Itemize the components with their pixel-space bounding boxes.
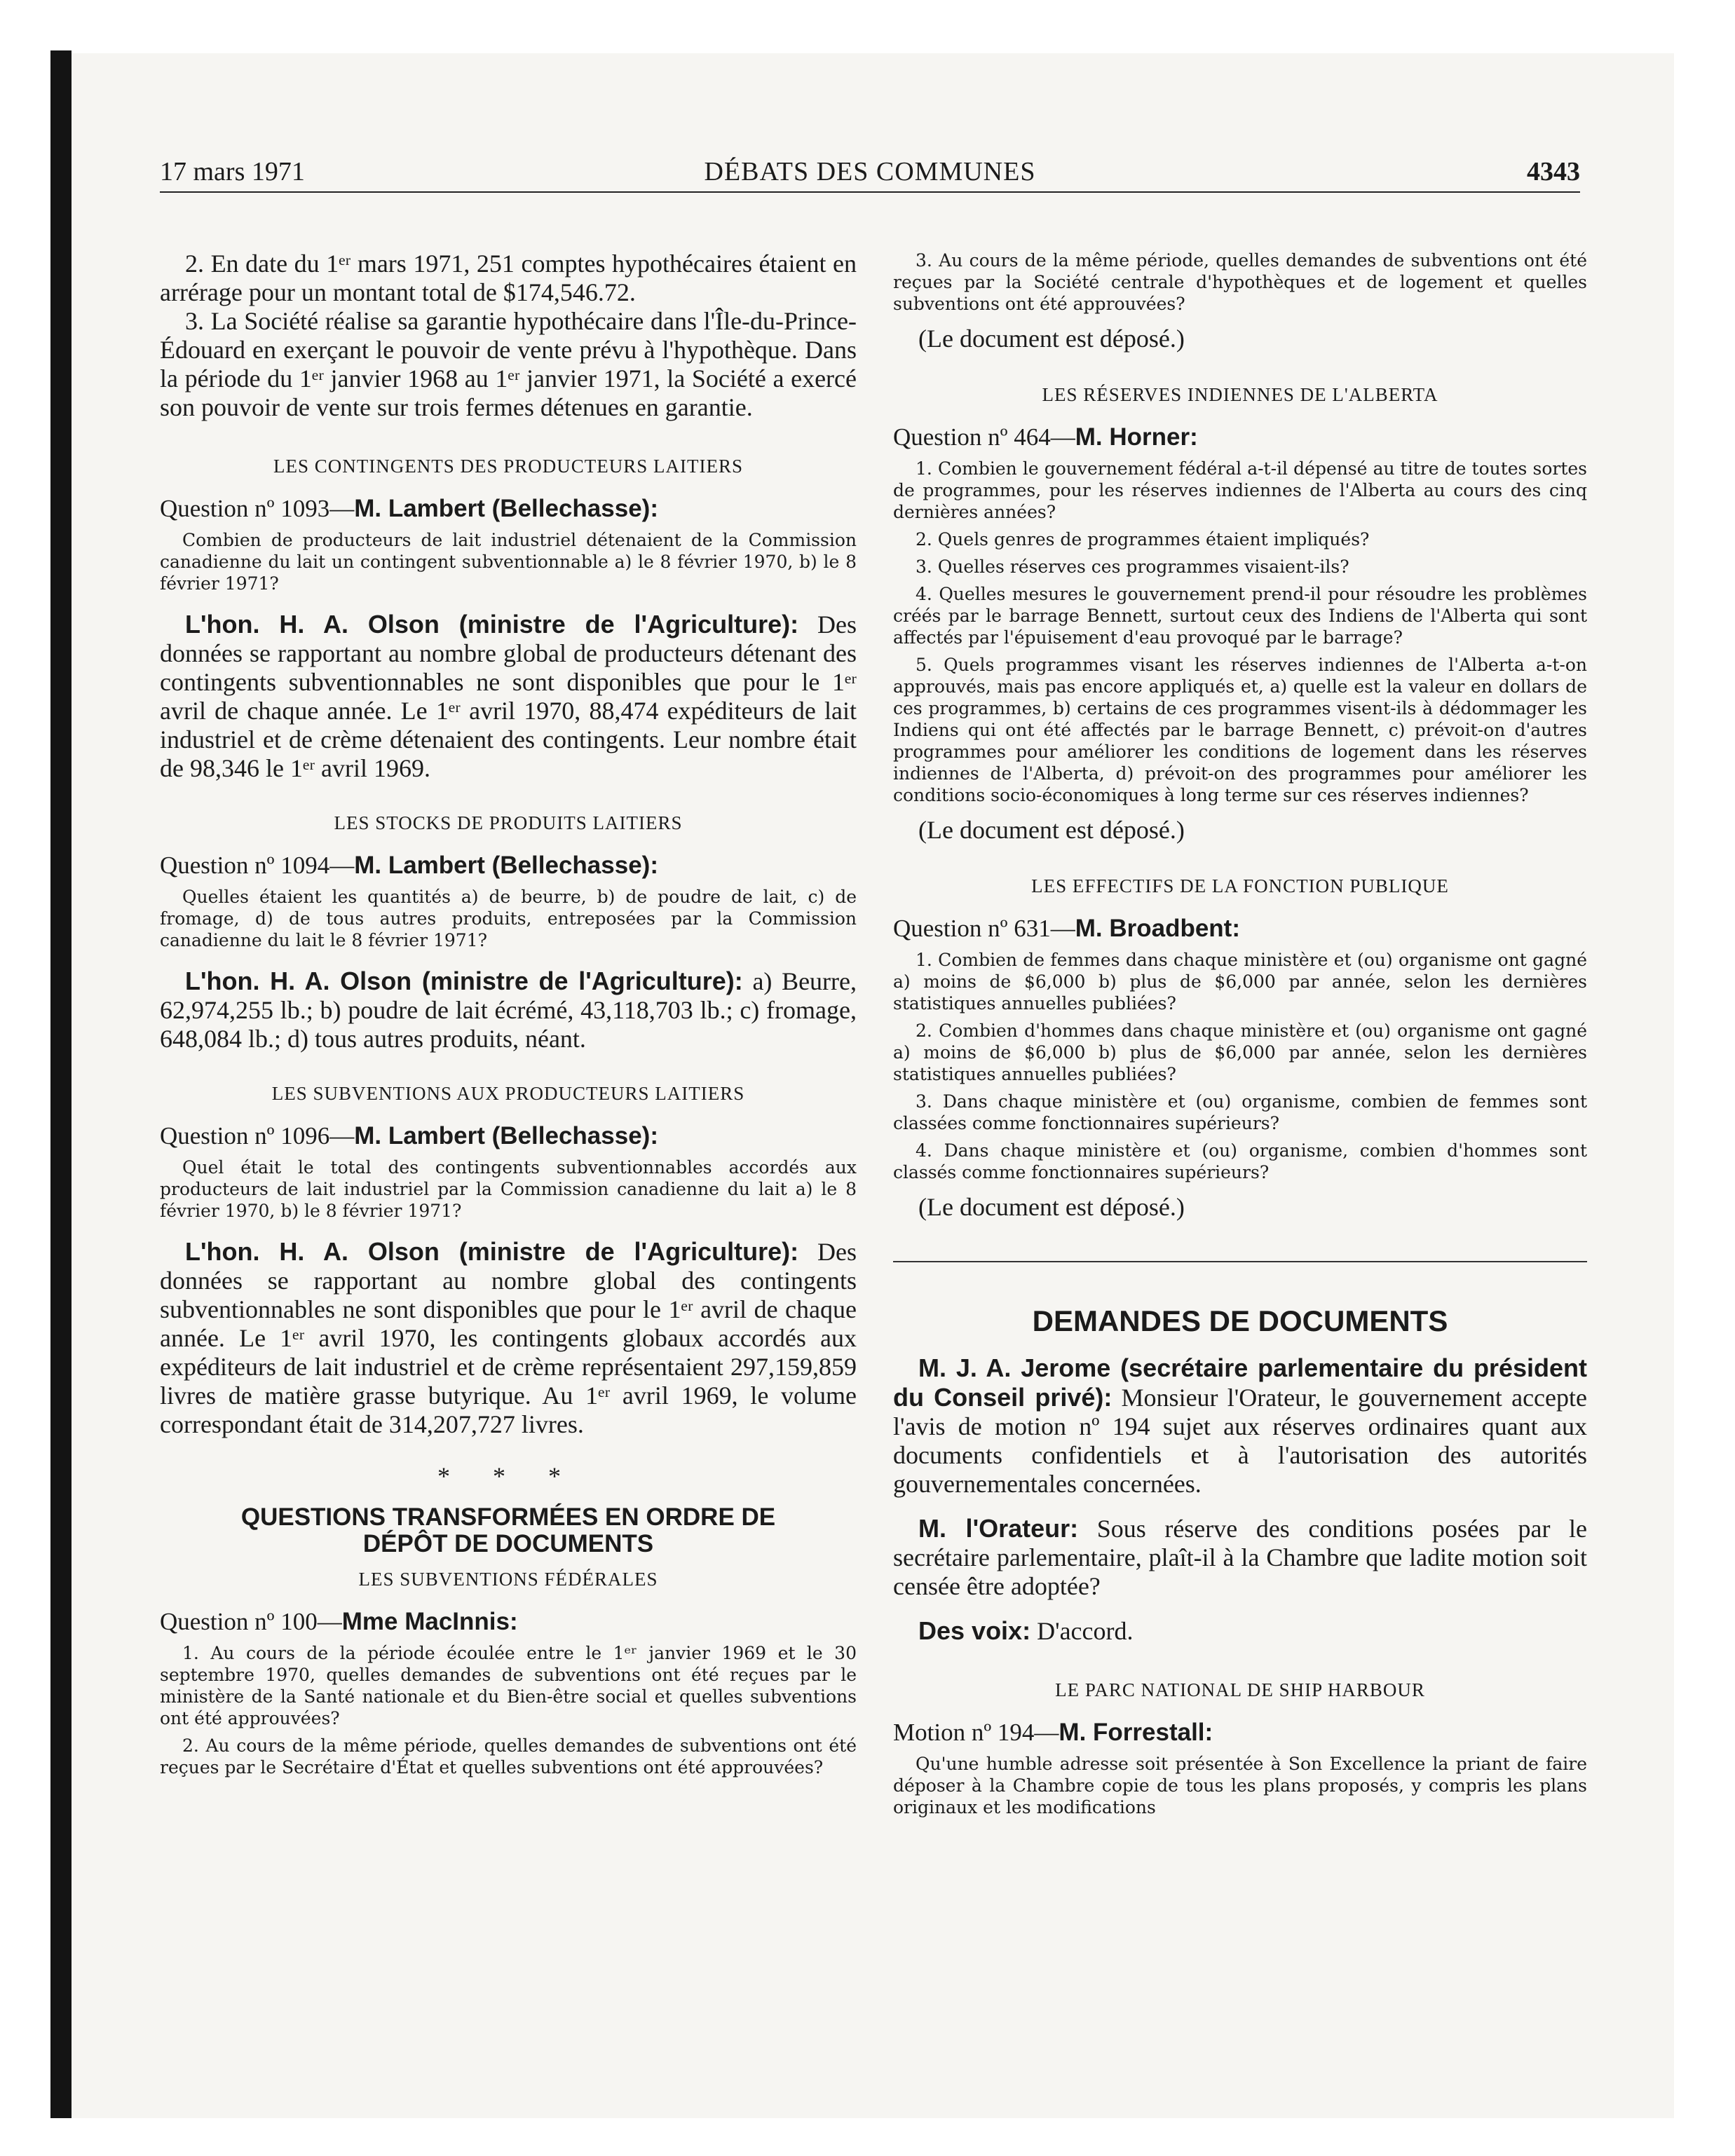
major-heading: DÉPÔT DE DOCUMENTS xyxy=(362,1530,654,1557)
motion-text: Qu'une humble adresse soit présentée à Son Excellence la priant de faire déposer à la Chambre copie de tous les plans proposés, y compris les plans originaux et les modifications xyxy=(893,1754,1587,1817)
question-line xyxy=(893,423,1587,452)
question-asker: Mme MacInnis: xyxy=(341,1608,518,1635)
answer-speaker: L'hon. H. A. Olson (ministre de l'Agriculture): xyxy=(185,967,743,995)
section-heading: LES STOCKS DE PRODUITS LAITIERS xyxy=(334,812,683,833)
section-rule xyxy=(893,1261,1587,1262)
page-header xyxy=(160,155,1580,193)
question-asker: M. Lambert (Bellechasse): xyxy=(354,495,658,522)
question-line xyxy=(160,494,857,524)
answer-paragraph xyxy=(160,967,857,1053)
question-number: Question nº 1096— xyxy=(160,1122,355,1149)
header-date: 17 mars 1971 xyxy=(160,157,305,186)
question-text: Quel était le total des contingents subventionnables accordés aux producteurs de lait industriel par la Commission canadienne du lait a) le 8 février 1970, b) le 8 février 1971? xyxy=(160,1157,857,1221)
speaker-name: Des voix: xyxy=(918,1616,1031,1645)
section-divider-stars: * * * xyxy=(437,1462,579,1490)
question-line xyxy=(160,851,857,880)
scan-edge xyxy=(50,50,72,2118)
tabled-note: (Le document est déposé.) xyxy=(918,816,1185,844)
question-text: 3. Au cours de la même période, quelles demandes de subventions ont été reçues par la Société centrale d'hypothèques et de logement et quelles subventions ont été approuvées? xyxy=(893,250,1587,314)
question-text: 3. Dans chaque ministère et (ou) organisme, combien de femmes sont classées comme fonctionnaires supérieurs? xyxy=(893,1091,1587,1133)
question-text: 4. Quelles mesures le gouvernement prend-il pour résoudre les problèmes créés par le barrage Bennett, surtout ceux des Indiens de l'Alberta qui sont affectés par l'épuisement d'eau provoqué par le barrage? xyxy=(893,584,1587,648)
section-heading: LES EFFECTIFS DE LA FONCTION PUBLIQUE xyxy=(1031,875,1449,896)
question-text: 2. Combien d'hommes dans chaque ministère et (ou) organisme ont gagné a) moins de $6,000 b) plus de $6,000 par année, selon les dernières statistiques annuelles publiées? xyxy=(893,1021,1587,1084)
header-title: DÉBATS DES COMMUNES xyxy=(704,157,1036,186)
answer-speaker: L'hon. H. A. Olson (ministre de l'Agriculture): xyxy=(185,610,799,639)
header-page-number: 4343 xyxy=(1527,157,1580,186)
answer-text: Des données se rapportant au nombre global de producteurs détenant des contingents subventionnables ne sont disponibles que pour le 1ᵉʳ avril de chaque année. Le 1ᵉʳ avril 1970, 88,474 expéditeurs de lait industriel et de crème détenaient des contingents. Leur nombre était de 98,346 le 1ᵉʳ avril 1969. xyxy=(160,610,857,782)
question-number: Question nº 464— xyxy=(893,423,1075,451)
section-heading: LES CONTINGENTS DES PRODUCTEURS LAITIERS xyxy=(273,456,744,477)
speech-paragraph xyxy=(893,1616,1587,1646)
tabled-note: (Le document est déposé.) xyxy=(918,325,1185,353)
speech-text: Sous réserve des conditions posées par le secrétaire parlementaire, plaît-il à la Chambre que ladite motion soit censée être adoptée? xyxy=(893,1515,1588,1600)
speaker-name: M. l'Orateur: xyxy=(918,1514,1079,1543)
answer-text: Des données se rapportant au nombre global des contingents subventionnables ne sont disponibles que pour le 1ᵉʳ avril de chaque année. Le 1ᵉʳ avril 1970, les contingents globaux accordés aux expéditeurs de lait industriel et de crème représentaient 297,159,859 livres de matière grasse butyrique. Au 1ᵉʳ avril 1969, le volume correspondant était de 314,207,727 livres. xyxy=(160,1238,857,1438)
answer-text: a) Beurre, 62,974,255 lb.; b) poudre de lait écrémé, 43,118,703 lb.; c) fromage, 648,084 lb.; d) tous autres produits, néant. xyxy=(160,967,857,1053)
question-line xyxy=(893,914,1587,943)
question-text: 3. Quelles réserves ces programmes visaient-ils? xyxy=(916,557,1349,577)
question-text: 1. Combien le gouvernement fédéral a-t-il dépensé au titre de toutes sortes de programmes, pour les réserves indiennes de l'Alberta au cours des cinq dernières années? xyxy=(893,458,1587,522)
question-number: Question nº 100— xyxy=(160,1608,342,1635)
question-asker: M. Lambert (Bellechasse): xyxy=(354,852,658,879)
question-text: 5. Quels programmes visant les réserves indiennes de l'Alberta a-t-on approuvés, mais pas encore appliqués et, a) quelle est la valeur en dollars de ces programmes, b) certains de ces programmes visent-ils à dédommager les Indiens qui ont été affectés par le barrage Bennett, c) prévoit-on d'autres programmes pour améliorer les conditions de logement dans les réserves indiennes de l'Alberta, d) prévoit-on des programmes pour améliorer les conditions socio-économiques à long terme sur ces réserves indiennes? xyxy=(893,655,1587,805)
left-column xyxy=(160,250,857,1778)
question-text: Quelles étaient les quantités a) de beurre, b) de poudre de lait, c) de fromage, d) de tous autres produits, entreposées par la Commission canadienne du lait le 8 février 1971? xyxy=(160,887,857,950)
question-number: Question nº 1093— xyxy=(160,495,355,522)
section-heading: LES SUBVENTIONS AUX PRODUCTEURS LAITIERS xyxy=(271,1083,745,1104)
section-heading: LES RÉSERVES INDIENNES DE L'ALBERTA xyxy=(1042,384,1438,405)
speaker-name: M. J. A. Jerome (secrétaire parlementaire du président du Conseil privé): xyxy=(893,1353,1587,1412)
section-title: DEMANDES DE DOCUMENTS xyxy=(1032,1304,1448,1337)
right-column xyxy=(893,250,1587,1818)
answer-paragraph xyxy=(160,610,857,783)
question-line xyxy=(160,1607,857,1637)
question-text: 4. Dans chaque ministère et (ou) organisme, combien d'hommes sont classés comme fonctionnaires supérieurs? xyxy=(893,1140,1587,1182)
major-heading: QUESTIONS TRANSFORMÉES EN ORDRE DE xyxy=(240,1503,776,1531)
question-text: 2. Au cours de la même période, quelles demandes de subventions ont été reçues par le Secrétaire d'État et quelles subventions ont été approuvées? xyxy=(160,1735,857,1778)
question-line xyxy=(893,1718,1587,1747)
intro-paragraph: 3. La Société réalise sa garantie hypothécaire dans l'Île-du-Prince-Édouard en exerçant le pouvoir de vente prévu à l'hypothèque. Dans la période du 1ᵉʳ janvier 1968 au 1ᵉʳ janvier 1971, la Société a exercé son pouvoir de vente sur trois fermes détenues en garantie. xyxy=(160,307,857,421)
answer-speaker: L'hon. H. A. Olson (ministre de l'Agriculture): xyxy=(185,1237,799,1266)
intro-paragraph: 2. En date du 1ᵉʳ mars 1971, 251 comptes hypothécaires étaient en arrérage pour un montant total de $174,546.72. xyxy=(160,250,857,306)
question-text: 1. Au cours de la période écoulée entre le 1ᵉʳ janvier 1969 et le 30 septembre 1970, quelles demandes de subventions ont été reçues par le ministère de la Santé nationale et du Bien-être social et quelles subventions ont été approuvées? xyxy=(160,1643,857,1728)
question-number: Question nº 631— xyxy=(893,915,1075,942)
section-heading: LES SUBVENTIONS FÉDÉRALES xyxy=(358,1569,658,1590)
question-asker: M. Lambert (Bellechasse): xyxy=(354,1122,658,1149)
motion-number: Motion nº 194— xyxy=(893,1719,1059,1746)
section-heading: LE PARC NATIONAL DE SHIP HARBOUR xyxy=(1055,1679,1425,1700)
speech-text: D'accord. xyxy=(1037,1617,1134,1645)
speech-text: Monsieur l'Orateur, le gouvernement accepte l'avis de motion nº 194 sujet aux réserves ordinaires quant aux documents confidentiels et à l'autorisation des autorités gouvernementales concernées. xyxy=(893,1384,1587,1498)
speech-paragraph xyxy=(893,1514,1587,1601)
question-text: 1. Combien de femmes dans chaque ministère et (ou) organisme ont gagné a) moins de $6,000 b) plus de $6,000 par année, selon les dernières statistiques annuelles publiées? xyxy=(893,950,1587,1014)
question-text: 2. Quels genres de programmes étaient impliqués? xyxy=(916,529,1370,550)
question-asker: M. Broadbent: xyxy=(1075,915,1240,942)
tabled-note: (Le document est déposé.) xyxy=(918,1193,1185,1221)
question-asker: M. Horner: xyxy=(1075,423,1198,451)
speech-paragraph xyxy=(893,1353,1587,1499)
question-text: Combien de producteurs de lait industriel détenaient de la Commission canadienne du lait un contingent subventionnable a) le 8 février 1970, b) le 8 février 1971? xyxy=(160,530,857,594)
question-line xyxy=(160,1121,857,1151)
answer-paragraph xyxy=(160,1237,857,1439)
question-number: Question nº 1094— xyxy=(160,852,355,879)
motion-mover: M. Forrestall: xyxy=(1059,1719,1213,1746)
